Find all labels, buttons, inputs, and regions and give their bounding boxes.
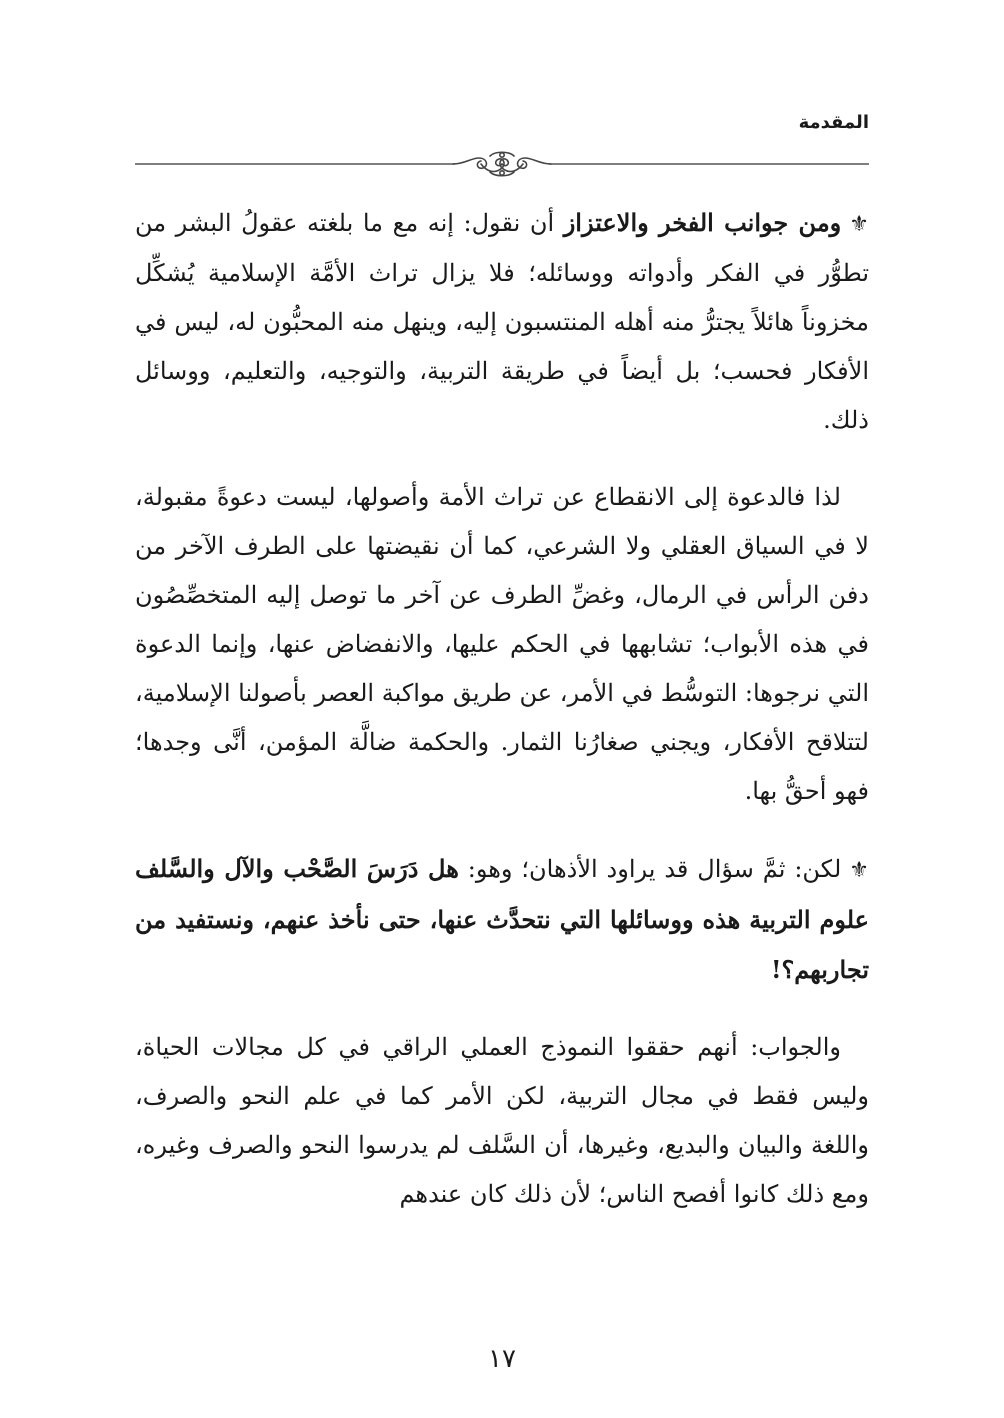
fleur-de-lis-icon: ⚜	[849, 858, 869, 883]
paragraph-1	[135, 198, 869, 445]
paragraph-4	[135, 1023, 869, 1219]
page-number: ١٧	[488, 1344, 516, 1374]
paragraph-2-text: لذا فالدعوة إلى الانقطاع عن تراث الأمة وأصولها، ليست دعوةً مقبولة، لا في السياق العقلي ولا الشرعي، كما أن نقيضتها على الطرف الآخر من دفن الرأس في الرمال، وغضِّ الطرف عن آخر ما توصل إليه المتخصِّصُون في هذه الأبواب؛ تشابهها في الحكم عليها، والانفضاض عنها، وإنما الدعوة التي نرجوها: التوسُّط في الأمر، عن طريق مواكبة العصر بأصولنا الإسلامية، لتتلاقح الأفكار، ويجني صغارُنا الثمار. والحكمة ضالَّة المؤمن، أنَّى وجدها؛ فهو أحقُّ بها.	[135, 483, 869, 805]
paragraph-3	[135, 844, 869, 995]
paragraph-4-text: والجواب: أنهم حققوا النموذج العملي الراقي في كل مجالات الحياة، وليس فقط في مجال التربية، لكن الأمر كما في علم النحو والصرف، واللغة والبيان والبديع، وغيرها، أن السَّلف لم يدرسوا النحو والصرف وغيره، ومع ذلك كانوا أفصح الناس؛ لأن ذلك كان عندهم	[135, 1033, 870, 1208]
arabesque-divider-icon	[135, 146, 869, 182]
running-header-title: المقدمة	[798, 112, 869, 133]
fleur-de-lis-icon: ⚜	[849, 212, 869, 237]
page-body	[135, 198, 869, 1247]
paragraph-3-text: لكن: ثمَّ سؤال قد يراود الأذهان؛ وهو:	[458, 855, 842, 883]
paragraph-1-text: أن نقول: إنه مع ما بلغته عقولُ البشر من تطوُّر في الفكر وأدواته ووسائله؛ فلا يزال تراث الأمَّة الإسلامية يُشكِّل مخزوناً هائلاً يجترُّ منه أهله المنتسبون إليه، وينهل منه المحبُّون له، ليس في الأفكار فحسب؛ بل أيضاً في طريقة التربية، والتوجيه، والتعليم، ووسائل ذلك.	[135, 209, 869, 434]
paragraph-2	[135, 473, 869, 816]
bold-question: هل دَرَسَ الصَّحْب والآل والسَّلف علوم التربية هذه ووسائلها التي نتحدَّث عنها، حتى نأخذ عنهم، ونستفيد من تجاربهم؟!	[135, 854, 869, 984]
bold-lead-phrase: ومن جوانب الفخر والاعتزاز	[563, 208, 842, 237]
